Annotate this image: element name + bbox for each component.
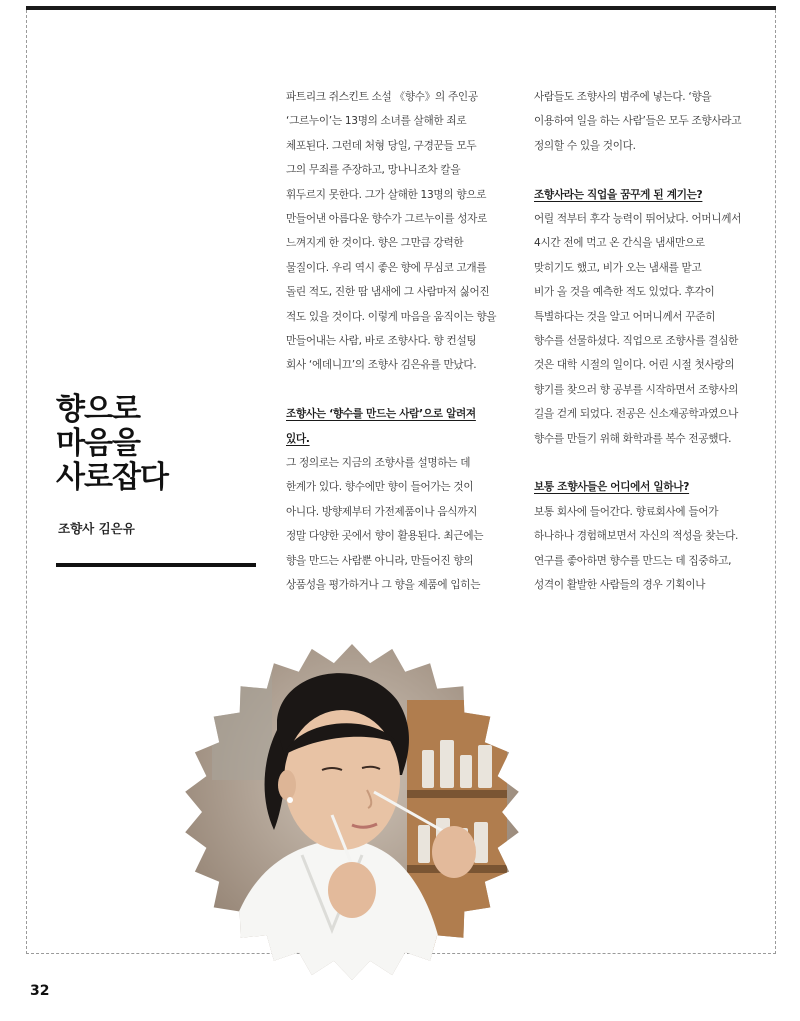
body-line: ‘그르누이’는 13명의 소녀를 살해한 죄로 xyxy=(286,115,467,128)
body-line: 정의할 수 있을 것이다. xyxy=(534,139,636,152)
body-line: 비가 올 것을 예측한 적도 있었다. 후각이 xyxy=(534,286,715,299)
article-subtitle: 조향사 김은유 xyxy=(58,521,135,536)
body-line: 상품성을 평가하거나 그 향을 제품에 입히는 xyxy=(286,579,481,592)
title-line: 마음을 xyxy=(56,426,140,461)
body-line: 만들어낸 아름다운 향수가 그르누이를 성자로 xyxy=(286,213,488,226)
body-line: 회사 ‘에데니끄’의 조향사 김은유를 만났다. xyxy=(286,359,477,372)
body-line: 것은 대학 시절의 일이다. 어린 시절 첫사랑의 xyxy=(534,359,735,372)
earring xyxy=(287,797,293,803)
body-line: 맞히기도 했고, 비가 오는 냄새를 맡고 xyxy=(534,261,702,274)
right-column xyxy=(534,85,766,598)
body-line: 휘두르지 못한다. 그가 살해한 13명의 향으로 xyxy=(286,188,487,201)
body-line: 그 정의로는 지금의 조향사를 설명하는 데 xyxy=(286,457,471,470)
body-line: 돌린 적도, 진한 땀 냄새에 그 사람마저 싫어진 xyxy=(286,286,490,299)
body-line: 향수를 선물하셨다. 직업으로 조향사를 결심한 xyxy=(534,335,739,348)
body-line: 향을 만드는 사람뿐 아니라, 만들어진 향의 xyxy=(286,554,474,567)
body-line: 성격이 활발한 사람들의 경우 기획이나 xyxy=(534,579,706,592)
question-heading: 보통 조향사들은 어디에서 일하나? xyxy=(534,481,690,494)
page-number: 32 xyxy=(30,983,50,999)
body-line: 파트리크 쥐스킨트 소설 《향수》의 주인공 xyxy=(286,91,478,103)
body-line: 특별하다는 것을 알고 어머니께서 꾸준히 xyxy=(534,310,716,323)
paragraph-gap xyxy=(286,378,518,402)
paragraph-gap xyxy=(534,451,766,475)
question-heading: 조향사라는 직업을 꿈꾸게 된 계기는? xyxy=(534,188,703,201)
body-line: 길을 걷게 되었다. 전공은 신소재공학과였으나 xyxy=(534,408,739,421)
body-line: 이용하여 일을 하는 사람’들은 모두 조향사라고 xyxy=(534,115,742,128)
question-heading: 있다. xyxy=(286,432,310,445)
paragraph-gap xyxy=(534,158,766,182)
body-line: 느껴지게 한 것이다. 향은 그만큼 강력한 xyxy=(286,237,464,250)
body-line: 적도 있을 것이다. 이렇게 마음을 움직이는 향을 xyxy=(286,310,497,323)
left-column xyxy=(286,85,518,598)
body-line: 만들어내는 사람, 바로 조향사다. 향 컨설팅 xyxy=(286,335,477,348)
body-line: 아니다. 방향제부터 가전제품이나 음식까지 xyxy=(286,505,478,518)
title-line: 사로잡다 xyxy=(56,460,168,495)
article-title xyxy=(56,393,256,495)
title-underline xyxy=(56,563,256,567)
body-line: 보통 회사에 들어간다. 향료회사에 들어가 xyxy=(534,505,719,518)
body-line: 향기를 찾으러 향 공부를 시작하면서 조향사의 xyxy=(534,383,739,396)
body-line: 하나하나 경험해보면서 자신의 적성을 찾는다. xyxy=(534,530,739,543)
body-line: 물질이다. 우리 역시 좋은 향에 무심코 고개를 xyxy=(286,261,487,274)
body-line: 체포된다. 그런데 처형 당일, 구경꾼들 모두 xyxy=(286,139,477,152)
body-line: 사람들도 조향사의 범주에 넣는다. ‘향을 xyxy=(534,91,712,103)
perfumer-photo xyxy=(182,640,522,980)
body-line: 향수를 만들기 위해 화학과를 복수 전공했다. xyxy=(534,432,732,445)
body-line: 연구를 좋아하면 향수를 만드는 데 집중하고, xyxy=(534,554,732,567)
body-line: 한계가 있다. 향수에만 향이 들어가는 것이 xyxy=(286,481,474,494)
right-hand xyxy=(432,826,476,878)
body-line: 4시간 전에 먹고 온 간식을 냄새만으로 xyxy=(534,237,705,250)
body-line: 그의 무죄를 주장하고, 망나니조차 칼을 xyxy=(286,164,461,177)
body-line: 정말 다양한 곳에서 향이 활용된다. 최근에는 xyxy=(286,530,484,543)
body-line: 어릴 적부터 후각 능력이 뛰어났다. 어머니께서 xyxy=(534,213,742,226)
title-line: 향으로 xyxy=(56,392,140,427)
left-hand xyxy=(328,862,376,918)
question-heading: 조향사는 ‘향수를 만드는 사람’으로 알려져 xyxy=(286,408,476,421)
